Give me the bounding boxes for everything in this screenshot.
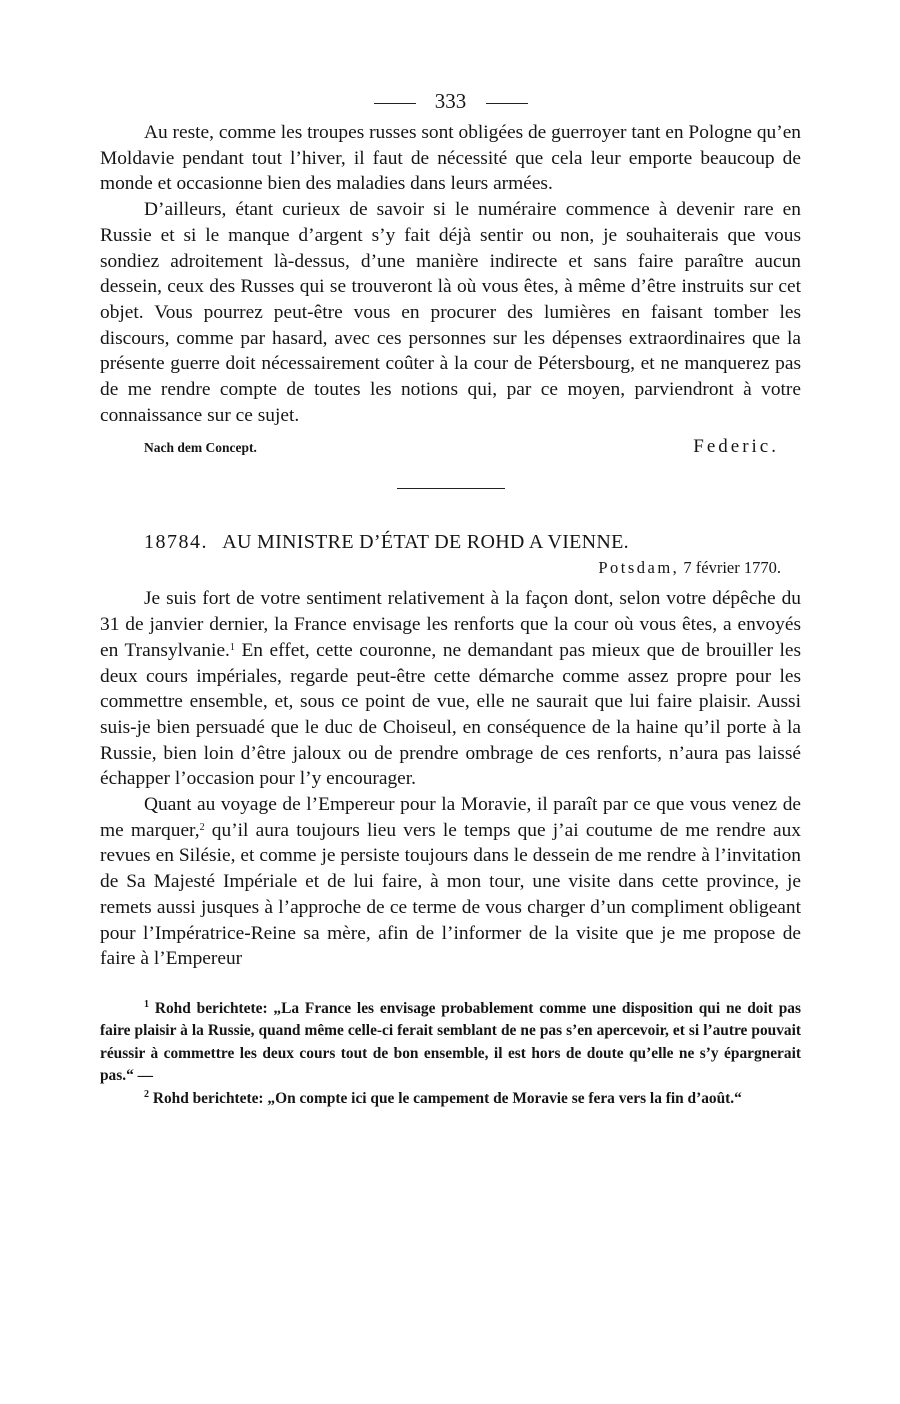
page-header <box>100 84 801 118</box>
signature: Federic. <box>693 436 779 458</box>
header-dash-left <box>374 103 416 104</box>
letter-paragraph-2-text-a: Quant au voyage de l’Empereur pour la Moravie, il paraît par ce que vous venez de me marquer, <box>100 794 801 841</box>
header-dash-right <box>486 103 528 104</box>
section-divider <box>397 488 505 489</box>
letter-paragraph-1-text-a: Je suis fort de votre sentiment relativement à la façon dont, selon votre dépêche du 31 de janvier dernier, la France envisage les renforts que la cour où vous êtes, a envoyés en Transylvanie. <box>100 588 801 661</box>
letter-paragraph-1 <box>100 586 801 792</box>
page-number: 333 <box>434 89 467 113</box>
letter-paragraph-2-text-b: qu’il aura toujours lieu vers le temps que j’ai coutume de me rendre aux revues en Silésie, et comme je persiste toujours dans le dessein de me rendre à l’invitation de Sa Majesté Impériale et de lui faire, à mon tour, une visite dans cette province, je remets aussi jusques à l’approche de ce terme de vous charger d’un compliment obligeant pour l’Impératrice-Reine sa mère, afin de l’informer de la visite que je me propose de faire à l’Empereur <box>100 819 802 970</box>
footnote-ref-2: 2 <box>199 821 205 833</box>
letter-place: Potsdam, <box>598 558 680 578</box>
source-note: Nach dem Concept. <box>144 440 257 456</box>
letter-date: 7 février 1770. <box>683 558 781 578</box>
footnote-2-mark: 2 <box>144 1088 149 1100</box>
paragraph-top-1: Au reste, comme les troupes russes sont obligées de guerroyer tant en Pologne qu’en Moldavie pendant tout l’hiver, il faut de nécessité que cela leur emporte beaucoup de monde et occasionne bien des maladies dans leurs armées. <box>100 122 801 195</box>
footnote-1-mark: 1 <box>144 998 149 1010</box>
letter-number: 18784. <box>144 531 208 554</box>
footnote-1 <box>100 998 801 1088</box>
paragraph-top-2: D’ailleurs, étant curieux de savoir si le numéraire commence à devenir rare en Russie et si le manque d’argent s’y fait déjà sentir ou non, je souhaiterais que vous sondiez adroitement là-dessus, d’une manière indirecte et sans faire paraître aucun dessein, ceux des Russes qui se trouveront là où vous êtes, à même d’être instruits sur cet objet. Vous pourrez peut-être vous en procurer des lumières en faisant tomber les discours, comme par hasard, avec ces personnes sur les dépenses extraordinaires que la présente guerre doit nécessairement coûter à la cour de Pétersbourg, et ne manquerez pas de me rendre compte de toutes les notions qui, par ce moyen, parviendront à votre connaissance sur ce sujet. <box>100 199 801 426</box>
book-page <box>100 84 801 1110</box>
letter-paragraph-2 <box>100 792 801 972</box>
letter-paragraph-1-text-b: En effet, cette couronne, ne demandant pas mieux que de brouiller les deux cours impériales, regarde peut-être cette démarche comme assez propre pour les commettre ensemble, et, sous ce point de vue, elle ne saurait que lui faire plaisir. Aussi suis-je bien persuadé que le duc de Choiseul, en conséquence de la haine qu’il porte à la Russie, bien loin d’être jaloux ou de prendre ombrage de ces renforts, n’aura pas laissé échapper l’occasion pour l’y encourager. <box>100 639 801 790</box>
footnotes <box>100 998 801 1111</box>
letter-dateline <box>100 558 781 578</box>
footnote-ref-1: 1 <box>229 641 235 653</box>
footnote-2-text: Rohd berichtete: „On compte ici que le campement de Moravie se fera vers la fin d’août.“ <box>149 1089 742 1107</box>
letter-title: AU MINISTRE D’ÉTAT DE ROHD A VIENNE. <box>222 531 629 554</box>
footnote-2 <box>100 1088 801 1111</box>
footnote-1-text: Rohd berichtete: „La France les envisage probablement comme une disposition qui ne doit pas faire plaisir à la Russie, quand même celle-ci ferait semblant de ne pas s’en apercevoir, et si l’autre pouvait réussir à commettre les deux cours tout de bon ensemble, il est hors de doute qu’elle ne s’y épargnerait pas.“ — <box>100 999 801 1085</box>
letter-heading <box>144 531 801 554</box>
signature-row <box>100 436 801 458</box>
